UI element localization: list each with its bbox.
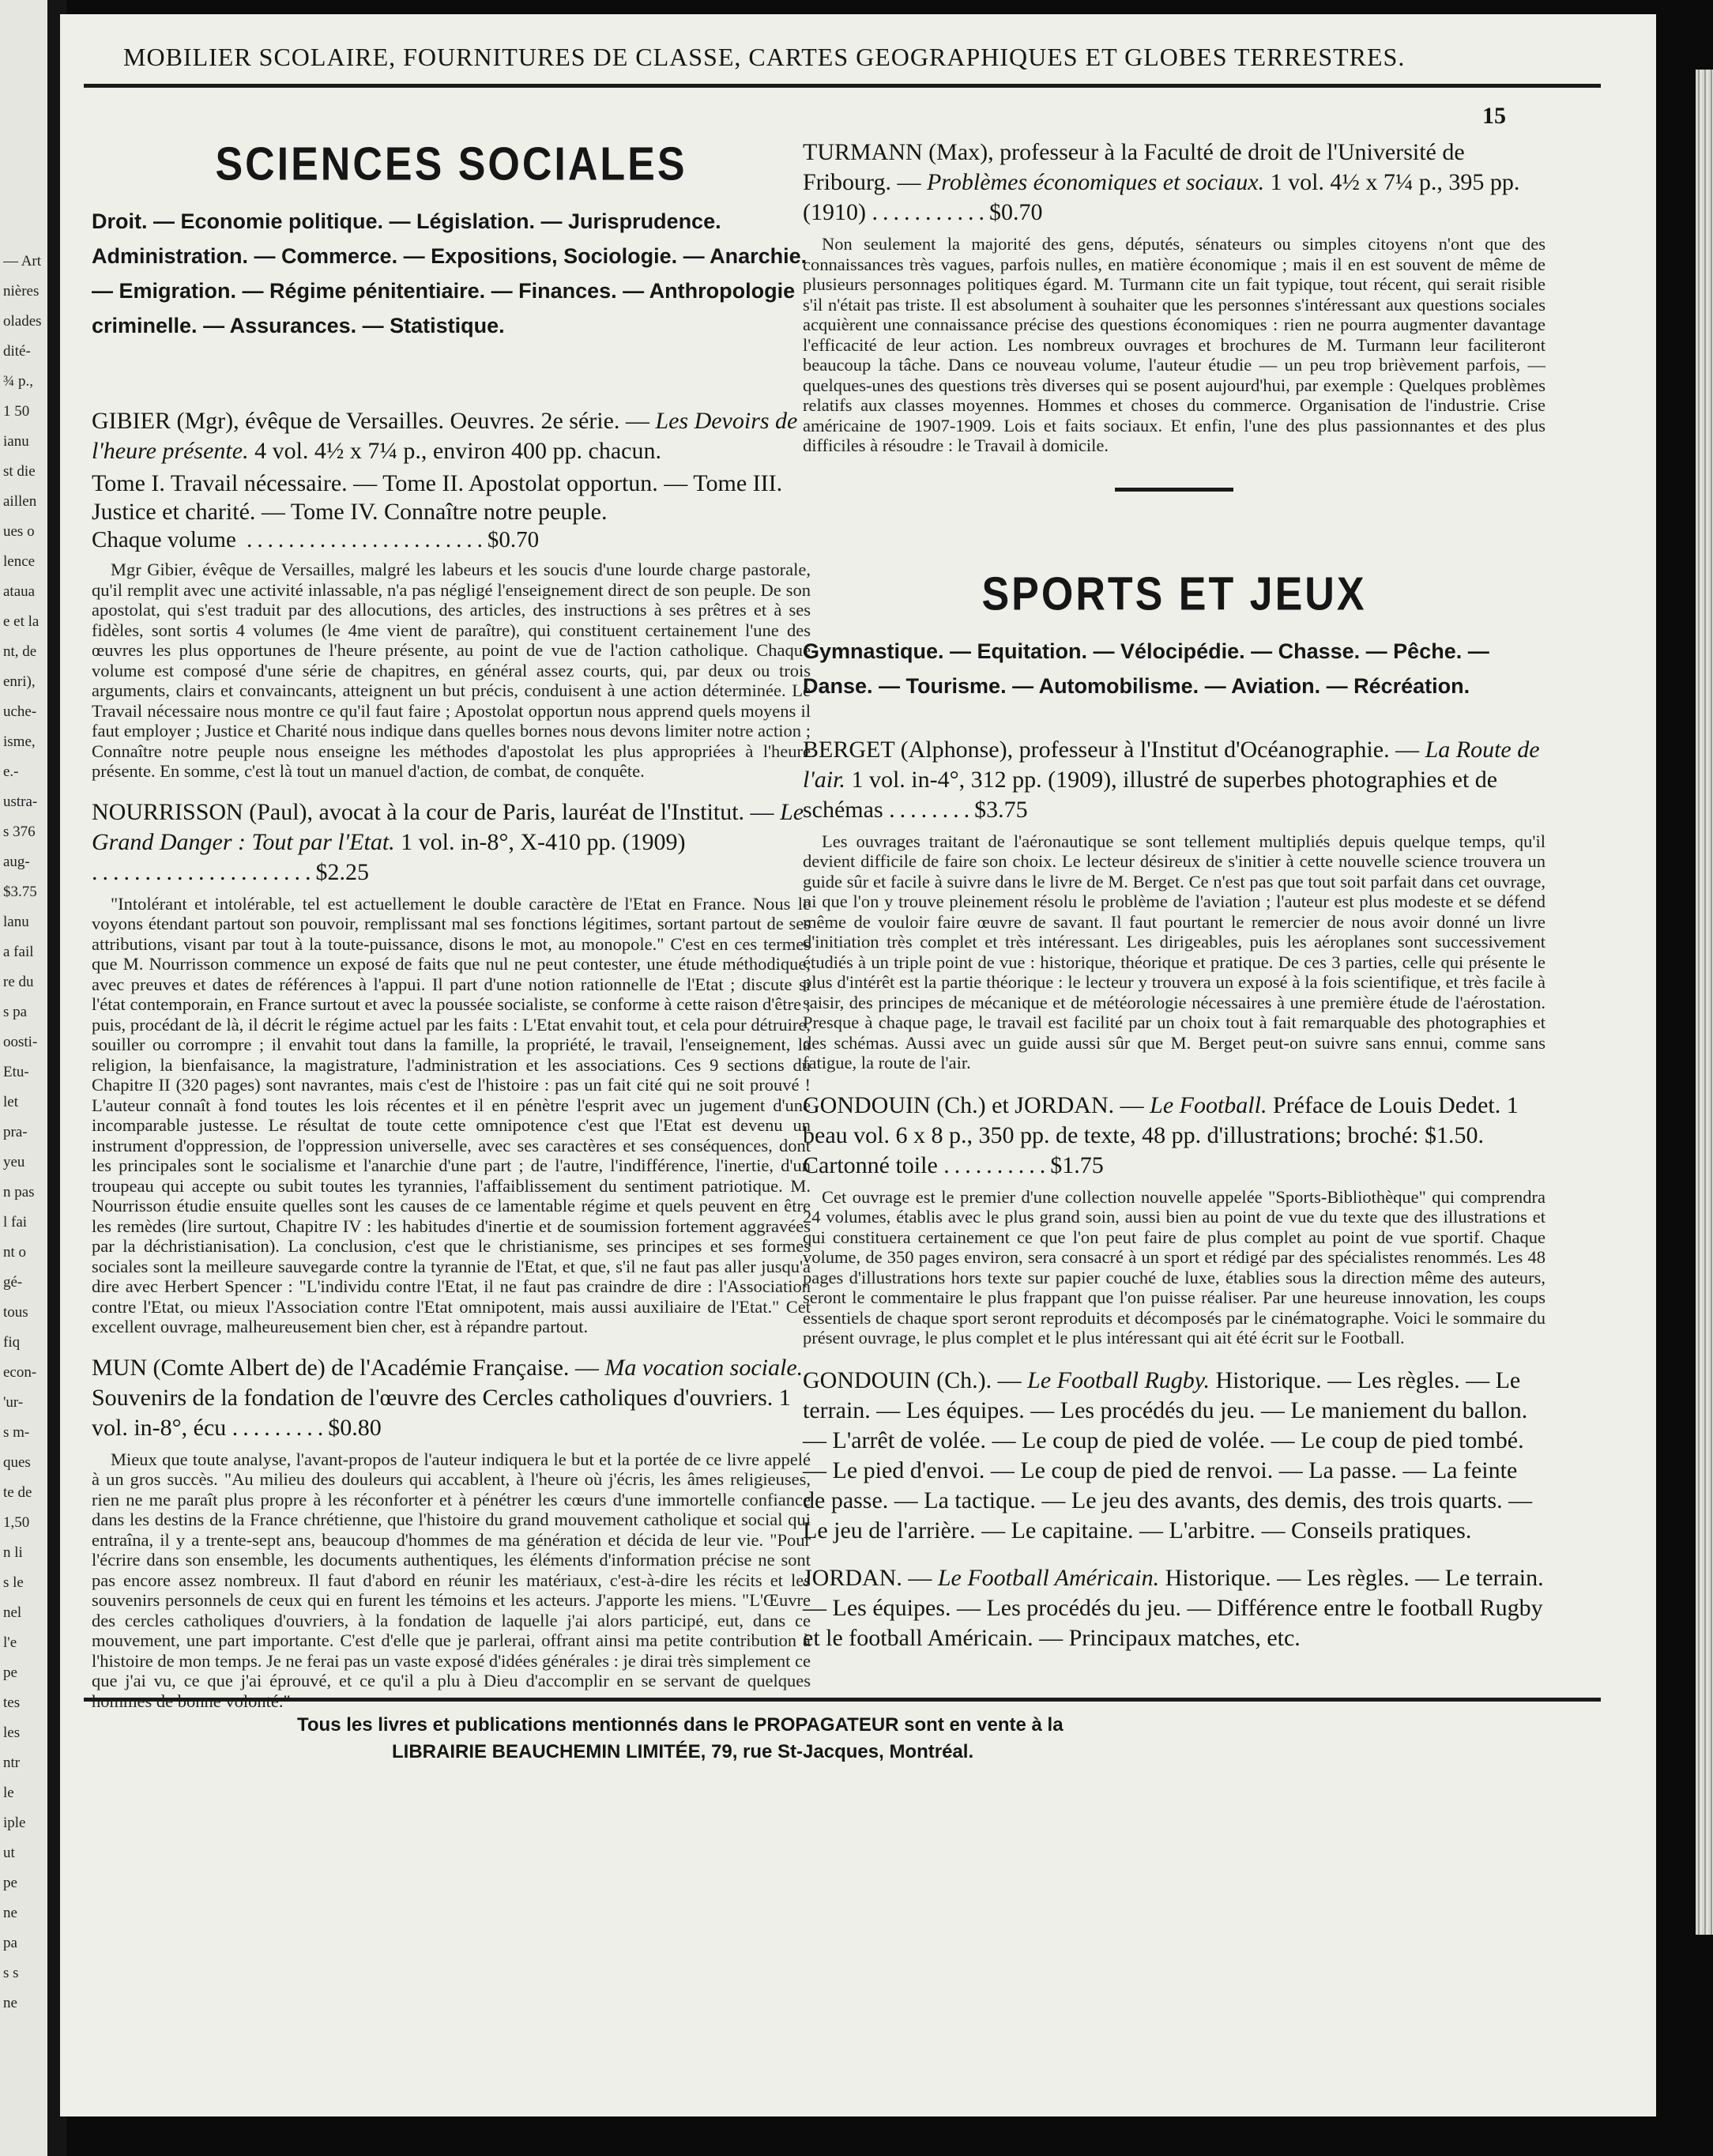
entry-mun (92, 1353, 811, 1712)
adjacent-page-fragment: s m- (3, 1424, 30, 1441)
adjacent-page-fragment: 1 50 (3, 403, 30, 420)
adjacent-page-fragment: olades (3, 313, 42, 330)
adjacent-page-fragment: pe (3, 1664, 17, 1681)
adjacent-page-fragment: le (3, 1785, 14, 1801)
adjacent-page-fragment: lanu (3, 914, 29, 930)
adjacent-page-fragment: nt o (3, 1244, 27, 1261)
entry-heading: GIBIER (Mgr), évêque de Versailles. Oeuvres. 2e série. — Les Devoirs de l'heure présente. 4 vol. 4½ x 7¼ p., environ 400 pp. chacun. (92, 408, 798, 464)
adjacent-page-fragment: ues o (3, 523, 35, 540)
entry-gondouin-jordan (803, 1091, 1545, 1348)
adjacent-page-fragment: fiq (3, 1334, 21, 1351)
adjacent-page-fragment: l'e (3, 1634, 17, 1651)
adjacent-page-fragment: dité- (3, 343, 31, 360)
adjacent-page-fragment: uche- (3, 703, 37, 720)
adjacent-page-fragment: te de (3, 1484, 32, 1501)
adjacent-page-fragment: ntr (3, 1755, 21, 1771)
adjacent-page-fragment: tous (3, 1304, 28, 1321)
entry-heading: GONDOUIN (Ch.) et JORDAN. — Le Football. Préface de Louis Dedet. 1 beau vol. 6 x 8 p., 350 pp. de texte, 48 pp. d'illustrations; broché: $1.50. Cartonné toile ..........$1.75 (803, 1091, 1519, 1178)
entry-heading: JORDAN. — Le Football Américain. Historique. — Les règles. — Le terrain. — Les équipes. — Les procédés du jeu. — Différence entre le football Rugby et le football Américain. — Principaux matches, etc. (803, 1564, 1544, 1651)
entry-berget (803, 735, 1545, 1073)
adjacent-page-fragment: gé- (3, 1274, 23, 1291)
adjacent-page-fragment: les (3, 1724, 21, 1741)
adjacent-page-fragment: nt, de (3, 643, 37, 660)
adjacent-page-fragment: aillen (3, 493, 37, 510)
entry-heading: GONDOUIN (Ch.). — Le Football Rugby. Historique. — Les règles. — Le terrain. — Les équipes. — Les procédés du jeu. — Le maniement du ballon. — L'arrêt de volée. — Le coup de pied de volée. — Le coup de pied tombé. — Le pied d'envoi. — Le coup de pied de renvoi. — La passe. — La feinte de passe. — La tactique. — Le jeu des avants, des demis, des trois quarts. — Le jeu de l'arrière. — Le capitaine. — L'arbitre. — Conseils pratiques. (803, 1366, 1533, 1544)
section-separator (1115, 488, 1233, 492)
adjacent-page-fragment: l fai (3, 1214, 28, 1231)
section-title-sports: SPORTS ET JEUX (981, 567, 1367, 620)
entry-gondouin-rugby (803, 1366, 1545, 1546)
entry-price: Chaque volume .......................$0.70 (92, 527, 540, 552)
adjacent-page-fragment: nel (3, 1604, 22, 1621)
adjacent-page-fragment: ut (3, 1845, 15, 1861)
page-edges (1696, 70, 1713, 1935)
adjacent-page-fragment: pra- (3, 1124, 28, 1140)
entry-review: "Intolérant et intolérable, tel est actuellement le double caractère de l'Etat en France. Nous le voyons étendant partout son pouvoir, remplissant mal ses fonctions légitimes, sortant partout de ses attributions, visant par tout à la toute-puissance, disons le mot, au monopole." C'est en ces termes que M. Nourrisson commence un exposé de faits que nul ne peut contester, une étude méthodique, avec preuves et dates de références à l'appui. Il part d'une notion rationnelle de l'Etat ; discute si l'état contemporain, en France surtout et avec la poussée socialiste, se conforme à cette raison d'être ; puis, procédant de là, il décrit le régime actuel par les faits : L'Etat envahit tout, et cela pour détruire, souiller ou corrompre ; il envahit tout dans la famille, la propriété, le travail, l'enseignement, la religion, la bienfaisance, la magistrature, l'administration et les associations. Ces 9 sections du Chapitre II (320 pages) sont navrantes, mais c'est de l'histoire : pas un fait cité qui ne soit prouvé ! L'auteur connaît à fond toutes les lois récentes et il en pénètre l'esprit avec un jugement d'une incomparable justesse. Le résultat de toute cette omnipotence c'est que l'Etat est devenu un instrument d'oppression, de l'oppression universelle, avec ses caractères et ses conséquences, dont les principales sont le socialisme et l'anarchie d'une part ; de l'autre, l'indifférence, l'inertie, d'un troupeau qui accepte ou subit toutes les tyrannies, l'affaiblissement du sentiment patriotique. M. Nourrisson étudie ensuite quelles sont les causes de ce lamentable régime et quels peuvent en être les remèdes (lire surtout, Chapitre IV : les habitudes d'inertie et de soumission fortement aggravées par la déchristianisation). La conclusion, c'est que le christianisme, ses principes et ses formes sociales sont la meilleure sauvegarde contre la tyrannie de l'Etat, et que, s'il ne faut pas aller jusqu'à dire avec Herbert Spencer : "L'individu contre l'Etat, il ne faut pas craindre de dire : l'Association contre l'Etat, ou mieux l'Association contre l'Etat omnipotent, mais aussi auxiliaire de l'Etat." Cet excellent ouvrage, malheureusement bien cher, est à répandre partout. (92, 893, 811, 1336)
adjacent-page-fragment: s s (3, 1965, 19, 1981)
adjacent-page-fragment: ianu (3, 433, 29, 450)
right-column (803, 138, 1545, 1653)
adjacent-page-fragment: e et la (3, 613, 40, 630)
adjacent-page-fragment: ne (3, 1905, 17, 1921)
adjacent-page-fragment: — Art (3, 253, 42, 270)
adjacent-page-fragment: let (3, 1094, 18, 1110)
entry-heading: BERGET (Alphonse), professeur à l'Institut d'Océanographie. — La Route de l'air. 1 vol. in-4°, 312 pp. (1909), illustré de superbes photographies et de schémas ........$3.75 (803, 736, 1540, 823)
entry-review: Cet ouvrage est le premier d'une collection nouvelle appelée "Sports-Bibliothèque" qui comprendra 24 volumes, établis avec le plus grand soin, aussi bien au point de vue du texte que des illustrations et qui constituera certainement ce que l'on peut faire de plus complet au point de vue sportif. Chaque volume, de 350 pages environ, sera consacré à un sport et rédigé par des spécialistes renommés. Les 48 pages d'illustrations hors texte sur papier couché de luxe, établies sous la direction même des auteurs, seront le commentaire le plus frappant que l'on puisse réaliser. Par une heureuse innovation, les coups essentiels de chaque sport seront reproduits et décomposés par le cinématographe. Voici le sommaire du présent ouvrage, le plus complet et le plus intéressant qui ait été écrit sur le Football. (803, 1186, 1545, 1348)
entry-nourrisson (92, 797, 811, 1337)
adjacent-page-fragment: n pas (3, 1184, 35, 1200)
adjacent-page-fragment: ques (3, 1454, 31, 1471)
adjacent-page-fragment: nières (3, 283, 40, 300)
entry-review: Les ouvrages traitant de l'aéronautique se sont tellement multipliés depuis quelque temps, qu'il devient difficile de faire son choix. Le lecteur désireux de s'initier à cette nouvelle science trouvera un guide sûr et facile à suivre dans le livre de M. Berget. Ce n'est pas que tout soit parfait dans cet ouvrage, ni que l'on y trouve pleinement résolu le problème de l'aviation ; l'auteur est plus modeste et se défend même de vouloir faire œuvre de savant. Il faut pourtant le remercier de nous avoir donné un livre d'initiation très complet et très intéressant. Les dirigeables, puis les aéroplanes sont successivement étudiés à un triple point de vue : historique, théorique et pratique. De ces 3 parties, celle qui présente le plus d'intérêt est la partie théorique : le lecteur y trouvera un exposé à la fois scientifique, et très facile à saisir, des principes de mécanique et de météorologie nécessaires à une première étude de l'aérostation. Presque à chaque page, le travail est facilité par un choix tout à fait remarquable des photographies et des schémas. Aussi avec un guide aussi sûr que M. Berget peut-on suivre sans ennui, comme sans fatigue, la route de l'air. (803, 831, 1545, 1072)
entry-turmann (803, 138, 1545, 456)
adjacent-page-fragment: ne (3, 1995, 17, 2011)
adjacent-page-fragment: econ- (3, 1364, 37, 1381)
entry-heading: NOURRISSON (Paul), avocat à la cour de Paris, lauréat de l'Institut. — Le Grand Danger : Tout par l'Etat. 1 vol. in-8°, X-410 pp. (1909) .....................$2.25 (92, 798, 804, 885)
adjacent-page-fragment: ustra- (3, 793, 38, 810)
footer-notice (297, 1712, 1482, 1766)
adjacent-page-fragment: s pa (3, 1004, 28, 1020)
adjacent-page-strip (0, 0, 52, 2156)
footer-rule (84, 1698, 1601, 1702)
adjacent-page-fragment: st die (3, 463, 36, 480)
entry-heading: TURMANN (Max), professeur à la Faculté de droit de l'Université de Fribourg. — Problèmes économiques et sociaux. 1 vol. 4½ x 7¼ p., 395 pp. (1910) ...........$0.70 (803, 139, 1520, 225)
section-title-sciences: SCIENCES SOCIALES (215, 138, 687, 191)
adjacent-page-fragment: s le (3, 1574, 24, 1591)
entry-review: Non seulement la majorité des gens, députés, sénateurs ou simples citoyens n'ont que des connaissances très vagues, parfois nulles, en matière économique ; mais il en est souvent de même de plusieurs personnages politiques égard. M. Turmann cite un fait typique, tout récent, qui serait risible s'il n'était pas triste. Il est absolument à souhaiter que les personnes s'intéressant aux questions sociales acquièrent une connaissance précise des questions économiques : rien ne pourra augmenter davantage l'efficacité de leur action. Les nombreux ouvrages et brochures de M. Turmann leur faciliteront beaucoup la tâche. Dans ce nouveau volume, l'auteur étudie — un peu trop brièvement parfois, — quelques-unes des questions très diverses qui se posent aujourd'hui, par exemple : Quelques problèmes relatifs aux classes moyennes. Hommes et choses du commerce. Organisation de l'industrie. Crise américaine de 1907-1909. Lois et faits sociaux. Et enfin, l'une des plus passionnantes et des plus difficiles à résoudre : le Travail à domicile. (803, 234, 1545, 455)
adjacent-page-fragment: pe (3, 1875, 17, 1891)
adjacent-page-fragment: yeu (3, 1154, 25, 1170)
adjacent-page-fragment: s 376 (3, 824, 36, 840)
adjacent-page-fragment: Etu- (3, 1064, 29, 1080)
adjacent-page-fragment: a fail (3, 944, 34, 960)
entry-gibier (92, 406, 811, 782)
adjacent-page-fragment: isme, (3, 733, 36, 750)
entry-review: Mieux que toute analyse, l'avant-propos de l'auteur indiquera le but et la portée de ce livre appelé à un gros succès. "Au milieu des douleurs qui accablent, à l'heure où j'écris, les âmes religieuses, rien ne me paraît plus propre à les réconforter et à pénétrer les cœurs d'une immortelle confiance dans les destins de la France chrétienne, que l'histoire du grand mouvement catholique et social qui entraîna, il y a trente-sept ans, beaucoup d'hommes de ma génération et décida de leur vie. "Pour l'écrire dans son ensemble, les documents authentiques, les éléments d'information précise ne sont pas encore assez nombreux. Il faut d'abord en réunir les matériaux, c'est-à-dire les récits et les souvenirs personnels de ceux qui en furent les témoins et les acteurs. J'apporte les miens. "L'Œuvre des cercles catholiques d'ouvriers, à la fondation de laquelle j'ai alors participé, eut, dans ce mouvement, une part importante. C'est d'elle que je parlerai, offrant ainsi ma petite contribution à l'histoire de mon temps. Je ne ferai pas un vaste exposé d'idées générales : je dirai très simplement ce que j'ai vu, ce que j'ai éprouvé, et ce qu'il a plu à Dieu d'accomplir en se servant de quelques hommes de bonne volonté." (92, 1449, 811, 1711)
adjacent-page-fragment: oosti- (3, 1034, 38, 1050)
adjacent-page-fragment: 1,50 (3, 1514, 30, 1531)
running-head: MOBILIER SCOLAIRE, FOURNITURES DE CLASSE, CARTES GEOGRAPHIQUES ET GLOBES TERRESTRES. (123, 43, 1406, 71)
adjacent-page-fragment: $3.75 (3, 884, 37, 900)
adjacent-page-fragment: re du (3, 974, 34, 990)
adjacent-page-fragment: aug- (3, 854, 30, 870)
adjacent-page-fragment: ataua (3, 583, 36, 600)
entry-heading: MUN (Comte Albert de) de l'Académie Française. — Ma vocation sociale. Souvenirs de la fondation de l'œuvre des Cercles catholiques d'ouvriers. 1 vol. in-8°, écu .........$0.80 (92, 1354, 804, 1441)
entry-jordan-americain (803, 1563, 1545, 1653)
adjacent-page-fragment: e.- (3, 763, 19, 780)
adjacent-page-fragment: enri), (3, 673, 36, 690)
adjacent-page-fragment: n li (3, 1544, 23, 1561)
entry-review: Mgr Gibier, évêque de Versailles, malgré les labeurs et les soucis d'une lourde charge pastorale, qu'il remplit avec une activité inlassable, n'a pas négligé l'enseignement direct de son peuple. De son apostolat, qui s'est traduit par des allocutions, des articles, des instructions à ses prêtres et à ses fidèles, sont sortis 4 volumes (le 4me vient de paraître), qui constituent certainement l'une des œuvres les plus opportunes de l'heure présente, au point de vue de l'action catholique. Chaque volume est composé d'une série de chapitres, en général assez courts, qui, par deux ou trois arguments, clairs et convaincants, atteignent un but précis, conduisent à une action déterminée. Le Travail nécessaire nous montre ce qu'il faut faire ; Apostolat opportun nous apprend quels moyens il faut employer ; Justice et Charité nous indique dans quelles bornes nous devons limiter notre action ; Connaître notre peuple nous enseigne les méthodes d'apostolat les plus appropriées à l'heure présente. En somme, c'est là tout un manuel d'action, de combat, de conquête. (92, 560, 811, 781)
adjacent-page-fragment: lence (3, 553, 36, 570)
adjacent-page-fragment: pa (3, 1935, 17, 1951)
sports-topics: Gymnastique. — Equitation. — Vélocipédie. — Chasse. — Pêche. — Danse. — Tourisme. — Automobilisme. — Aviation. — Récréation. (803, 639, 1489, 698)
adjacent-page-fragment: 'ur- (3, 1394, 24, 1411)
footer-line-2: LIBRAIRIE BEAUCHEMIN LIMITÉE, 79, rue St-Jacques, Montréal. (392, 1741, 974, 1762)
header-rule (84, 84, 1601, 88)
adjacent-page-fragment: tes (3, 1694, 21, 1711)
adjacent-page-fragment: iple (3, 1815, 26, 1831)
sciences-topics: Droit. — Economie politique. — Législation. — Jurisprudence. Administration. — Commerce. — Expositions, Sociologie. — Anarchie. — Emigration. — Régime pénitentiaire. — Finances. — Anthropologie criminelle. — Assurances. — Statistique. (92, 209, 808, 337)
adjacent-page-fragment: ¾ p., (3, 373, 33, 390)
footer-line-1: Tous les livres et publications mentionnés dans le PROPAGATEUR sont en vente à la (297, 1714, 1064, 1736)
left-column (92, 138, 811, 1711)
entry-tomes: Tome I. Travail nécessaire. — Tome II. Apostolat opportun. — Tome III. Justice et charité. — Tome IV. Connaître notre peuple. (92, 470, 783, 525)
catalog-page (60, 14, 1656, 2116)
page-number: 15 (1482, 103, 1506, 129)
